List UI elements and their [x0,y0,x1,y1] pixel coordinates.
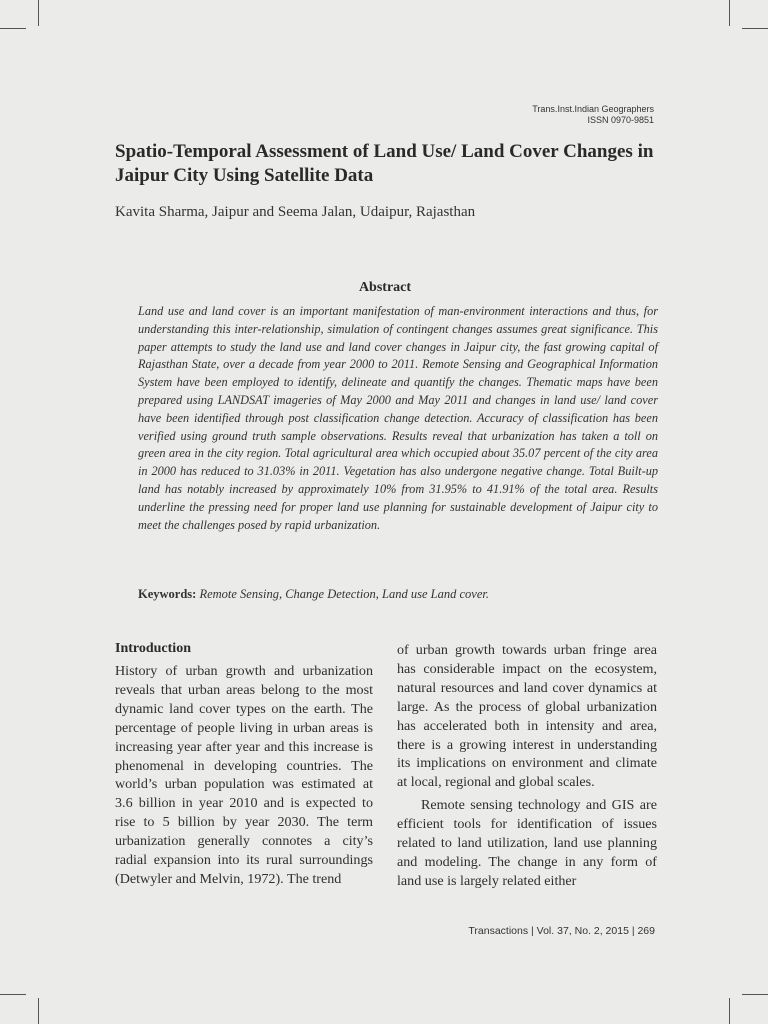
keywords-value: Remote Sensing, Change Detection, Land use Land cover. [199,587,489,601]
crop-mark [0,28,26,29]
crop-mark [38,0,39,26]
paper-title: Spatio-Temporal Assessment of Land Use/ Land Cover Changes in Jaipur City Using Satellite Data [115,141,654,186]
journal-name: Trans.Inst.Indian Geographers [532,104,654,114]
keywords [138,587,489,602]
abstract-text: Land use and land cover is an important manifestation of man-environment interactions and thus, for understanding this inter-relationship, simulation of contingent changes assumes great significance. This paper attempts to study the land use and land cover changes in Jaipur city, the fast growing capital of Rajasthan State, over a decade from year 2000 to 2011. Remote Sensing and Geographical Information System have been employed to identify, delineate and quantify the changes. Thematic maps have been prepared using LANDSAT imageries of May 2000 and May 2011 and changes in land use/ land cover have been identified through post classification change detection. Accuracy of classification has been verified using ground truth sample observations. Results reveal that urbanization has taken a toll on green area in the city region. Total agricultural area which occupied about 35.07 percent of the city area in 2000 has reduced to 31.03% in 2011. Vegetation has also undergone negative change. Total Built-up land has notably increased by approximately 10% from 31.95% to 41.91% of the total area. Results underline the pressing need for proper land use planning for sustainable development of Jaipur city to meet the challenges posed by rapid urbanization. [138,304,658,532]
crop-mark [729,0,730,26]
abstract-heading: Abstract [358,280,412,295]
introduction-heading: Introduction [115,641,191,656]
crop-mark [729,998,730,1024]
page-footer: Transactions | Vol. 37, No. 2, 2015 | 269 [468,925,655,937]
crop-mark [742,994,768,995]
introduction-paragraph-right-1: of urban growth towards urban fringe area has considerable impact on the ecosystem, natural resources and land cover dynamics at large. As the process of global urbanization has accelerated both in intensity and area, there is a growing interest in understanding its implications on environment and climate at local, regional and global scales. [397,642,657,791]
issn: ISSN 0970-9851 [587,115,654,125]
journal-header [532,104,654,126]
crop-mark [38,998,39,1024]
authors: Kavita Sharma, Jaipur and Seema Jalan, Udaipur, Rajasthan [115,204,476,220]
introduction-paragraph-right-2: Remote sensing technology and GIS are efficient tools for identification of issues related to land utilization, land use planning and modeling. The change in any form of land use is largely related either [397,797,657,889]
introduction-paragraph-left: History of urban growth and urbanization reveals that urban areas belong to the most dynamic land cover types on the earth. The percentage of people living in urban areas is increasing year after year and this increase is phenomenal in developing countries. The world’s urban population was estimated at 3.6 billion in year 2010 and is expected to rise to 5 billion by year 2030. The term urbanization generally connotes a city’s radial expansion into its rural surroundings (Detwyler and Melvin, 1972). The trend [115,663,373,887]
keywords-label: Keywords: [138,587,197,601]
crop-mark [742,28,768,29]
crop-mark [0,994,26,995]
